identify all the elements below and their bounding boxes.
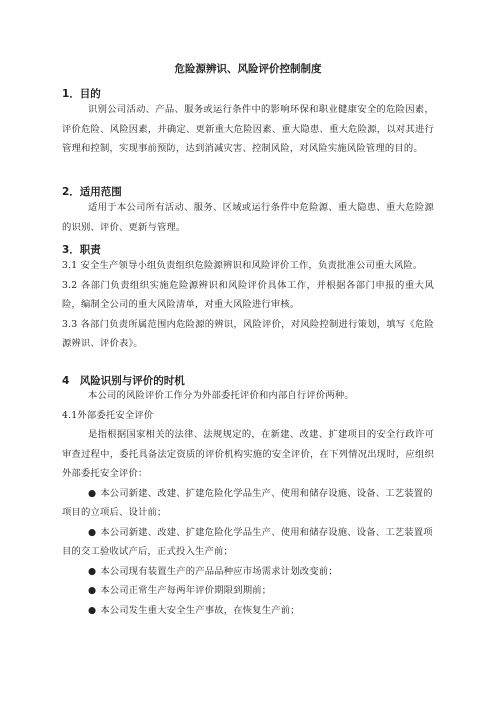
section-timing-body	[62, 386, 434, 620]
bullet-item: ● 本公司新建、改建、扩建危险化学品生产、使用和储存设施、设备、工艺装置项目的交工验收试产后，正式投入生产前；	[62, 523, 434, 562]
section-scope-body	[62, 198, 434, 237]
section-heading: 4 风险识别与评价的时机	[62, 375, 185, 387]
paragraph: 是指根据国家相关的法律、法规规定的，在新建、改建、扩建项目的安全行政许可审查过程中，委托具备法定资质的评价机构实施的安全评价，在下列情况出现时，应组织外部委托安全评价：	[62, 429, 434, 479]
bullet-icon: ●	[88, 526, 97, 538]
paragraph: 3.1 安全生产领导小组负责组织危险源辨识和风险评价工作，负责批准公司重大风险。	[62, 260, 423, 271]
bullet-icon: ●	[88, 487, 97, 499]
paragraph: 识别公司活动、产品、服务或运行条件中的影响环保和职业健康安全的危险因素，评价危险、风险因素，并确定、更新重大危险因素、重大隐患、重大危险源，以对其进行管理和控制，实现事前预防，达到消减灾害、控制风险，对风险实施风险管理的目的。	[62, 104, 434, 154]
bullet-item: ● 本公司正常生产每两年评价期限到期前；	[62, 581, 434, 601]
bullet-icon: ●	[88, 565, 97, 577]
document-title: 危险源辨识、风险评价控制制度	[174, 63, 322, 75]
bullet-item: ● 本公司发生重大安全生产事故，在恢复生产前；	[62, 601, 434, 621]
paragraph: 3.3 各部门负责所属范围内危险源的辨识，风险评价，对风险控制进行策划，填写《危险源辨识、评价表》。	[62, 318, 434, 349]
section-purpose	[62, 87, 434, 101]
bullet-item: ● 本公司现有装置生产的产品品种应市场需求计划改变前；	[62, 562, 434, 582]
bullet-icon: ●	[88, 585, 97, 596]
section-heading: 3．职责	[62, 244, 101, 256]
paragraph: 3.2 各部门负责组织实施危险源辨识和风险评价具体工作，并根据各部门申报的重大风险，编制全公司的重大风险清单，对重大风险进行审核。	[62, 279, 434, 310]
subsection-heading: 4.1外部委托安全评价	[62, 409, 154, 421]
paragraph: 适用于本公司所有活动、服务、区域或运行条件中危险源、重大隐患、重大危险源的识别、评价、更新与管理。	[62, 202, 434, 233]
bullet-icon: ●	[88, 604, 97, 616]
bullet-item: ● 本公司新建、改建、扩建危险化学品生产、使用和储存设施、设备、工艺装置的项目的立项后、设计前；	[62, 484, 434, 523]
section-heading: 2．适用范围	[62, 186, 122, 198]
section-heading: 1．目的	[62, 88, 101, 100]
section-purpose-body	[62, 100, 434, 159]
paragraph: 本公司的风险评价工作分为外部委托评价和内部自行评价两种。	[88, 390, 354, 401]
section-scope	[62, 185, 434, 199]
section-responsibilities	[62, 243, 434, 257]
section-responsibilities-body	[62, 256, 434, 354]
